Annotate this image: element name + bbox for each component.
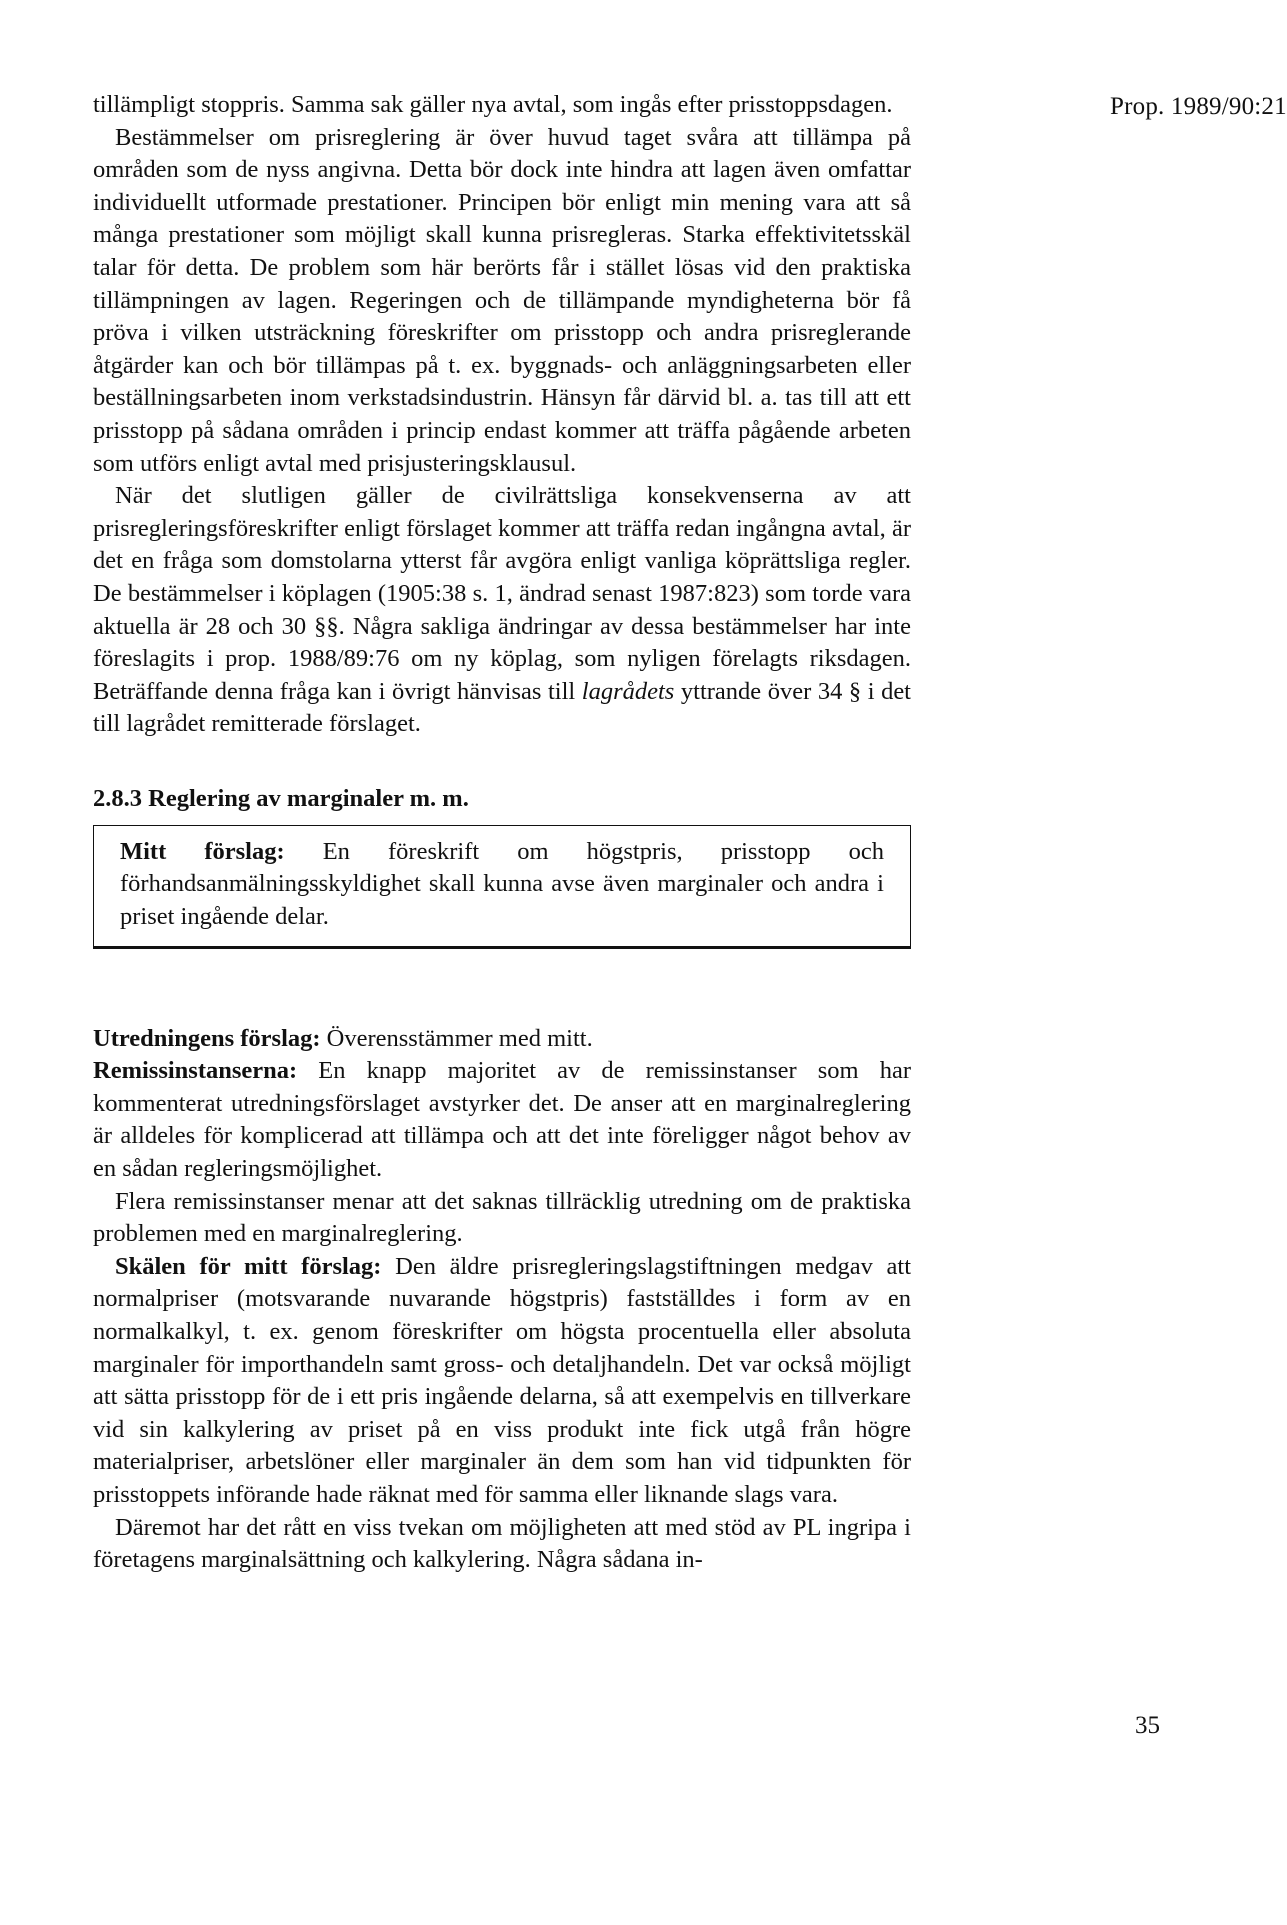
lagradets-italic: lagrådets <box>581 677 675 705</box>
paragraph-civilrattsliga <box>93 480 911 741</box>
proposal-paragraph <box>120 836 884 934</box>
remiss-label: Remissinstanserna: <box>93 1057 298 1085</box>
utredning-label: Utredningens förslag: <box>93 1024 321 1052</box>
paragraph-flera: Flera remissinstanser menar att det saknas tillräcklig utredning om de praktiska problemen med en marginalreglering. <box>93 1187 911 1248</box>
paragraph-bestammelser: Bestämmelser om prisreglering är över huvud taget svåra att tillämpa på områden som de nyss angivna. Detta bör dock inte hindra att lagen även omfattar individuellt utformade prestationer. Principen bör enligt min mening vara att så många prestationer som möjligt skall kunna prisregleras. Starka effektivitetsskäl talar för detta. De problem som här berörts får i stället lösas vid den praktiska tillämpningen av lagen. Regeringen och de tillämpande myndigheterna bör få pröva i vilken utsträckning föreskrifter om prisstopp och andra prisreglerande åtgärder kan och bör tillämpas på t. ex. byggnads- och anläggningsarbeten eller beställningsarbeten inom verkstadsindustrin. Hänsyn får därvid bl. a. tas till att ett prisstopp på sådana områden i princip endast kommer att träffa pågående arbeten som utförs enligt avtal med prisjusteringsklausul. <box>93 123 911 477</box>
proposal-label: Mitt förslag: <box>120 837 285 865</box>
utredning-text: Överensstämmer med mitt. <box>326 1024 593 1052</box>
proposal-text: En föreskrift om högstpris, prisstopp och förhandsanmälningsskyldighet skall kunna avse även marginaler och andra i priset ingående delar. <box>120 837 884 931</box>
section-heading: 2.8.3 Reglering av marginaler m. m. <box>93 784 469 812</box>
skalen-label: Skälen för mitt förslag: <box>115 1252 382 1280</box>
proposition-reference: Prop. 1989/90:21 <box>1110 93 1287 120</box>
page-number: 35 <box>1135 1712 1160 1739</box>
paragraph-utredning <box>93 1023 911 1056</box>
paragraph-remiss <box>93 1055 911 1185</box>
paragraph-civilrattsliga-part1: När det slutligen gäller de civilrättsliga konsekvenserna av att prisregleringsföreskrifter enligt förslaget kommer att träffa redan ingångna avtal, är det en fråga som domstolarna ytterst får avgöra enligt vanliga köprättsliga regler. De bestämmelser i köplagen (1905:38 s. 1, ändrad senast 1987:823) som torde vara aktuella är 28 och 30 §§. Några sakliga ändringar av dessa bestämmelser har inte föreslagits i prop. 1988/89:76 om ny köplag, som nyligen förelagts riksdagen. Beträffande denna fråga kan i övrigt hänvisas till <box>93 482 911 705</box>
skalen-text: Den äldre prisregleringslagstiftningen medgav att normalpriser (motsvarande nuvarande högstpris) fastställdes i form av en normalkalkyl, t. ex. genom föreskrifter om högsta procentuella eller absoluta marginaler för importhandeln samt gross- och detaljhandeln. Det var också möjligt att sätta prisstopp för de i ett pris ingående delarna, så att exempelvis en tillverkare vid sin kalkylering av priset på en viss produkt inte fick utgå från högre materialpriser, arbetslöner eller marginaler än dem som han vid tidpunkten för prisstoppets införande hade räknat med för samma eller liknande slags vara. <box>93 1252 912 1508</box>
paragraph-skalen <box>93 1251 911 1512</box>
remiss-text: En knapp majoritet av de remissinstanser som har kommenterat utredningsförslaget avstyrker det. De anser att en marginalreglering är alldeles för komplicerad att tillämpa och att det inte föreligger något behov av en sådan regleringsmöjlighet. <box>93 1057 911 1183</box>
paragraph-stoppris: tillämpligt stoppris. Samma sak gäller nya avtal, som ingås efter prisstoppsdagen. <box>93 91 893 118</box>
paragraph-daremot: Däremot har det rått en viss tvekan om möjligheten att med stöd av PL ingripa i företagens marginalsättning och kalkylering. Några sådana in- <box>93 1513 911 1574</box>
paragraph-civilrattsliga-part2: yttrande över 34 § i det till lagrådet remitterade förslaget. <box>93 677 911 738</box>
proposal-box <box>93 825 911 949</box>
main-text-column <box>93 89 911 1577</box>
